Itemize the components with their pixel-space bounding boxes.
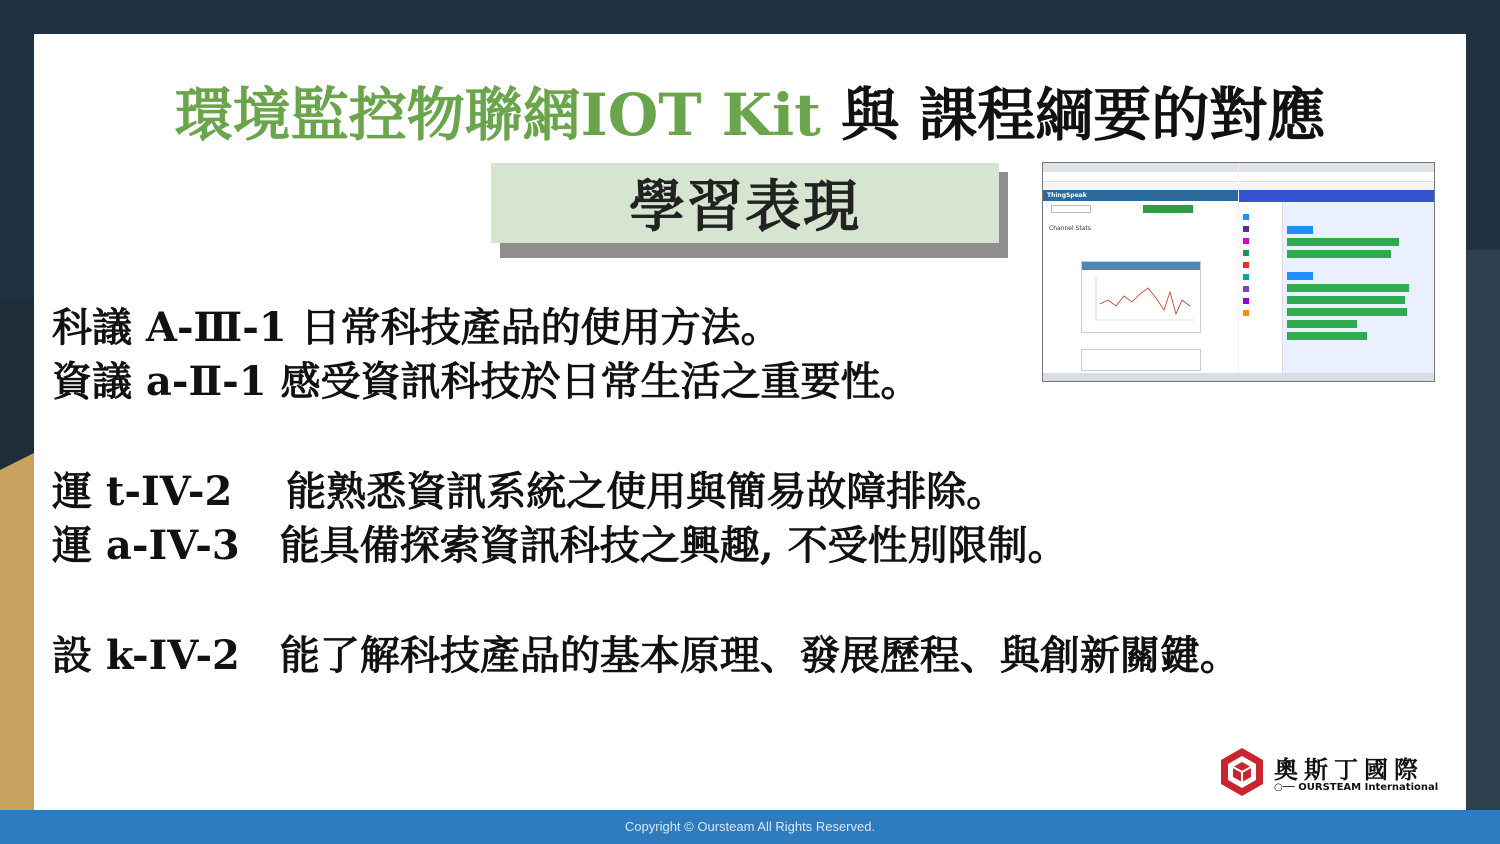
curriculum-line-2: 資議 a-Ⅱ-1 感受資訊科技於日常生活之重要性。 [52,358,921,405]
thingspeak-pane [1043,163,1238,373]
channel-stats-label: Channel Stats [1049,225,1091,232]
field-chart-box [1081,261,1201,333]
company-logo [1218,746,1439,798]
makecode-pane [1239,163,1435,373]
logo-hexagon-icon [1218,746,1266,798]
curriculum-line-4: 運 a-IV-3 能具備探索資訊科技之興趣, 不受性別限制。 [52,522,1068,569]
logo-chinese-name: 奧斯丁國際 [1274,756,1424,784]
thingspeak-header: ThingSpeak [1043,190,1238,201]
title-green-part: 環境監控物聯網IOT Kit [174,81,821,149]
section-banner: 學習表現 [491,163,999,243]
curriculum-line-5: 設 k-IV-2 能了解科技產品的基本原理、發展歷程、與創新關鍵。 [52,632,1240,679]
curriculum-line-3: 運 t-IV-2 能熟悉資訊系統之使用與簡易故障排除。 [52,468,1007,515]
screenshot-thumbnail [1042,162,1435,382]
title-black-part: 與 課程綱要的對應 [820,81,1326,149]
slide-title [0,68,1500,152]
footer-copyright: Copyright © Oursteam All Rights Reserved. [0,810,1500,844]
curriculum-line-1: 科議 A-Ⅲ-1 日常科技產品的使用方法。 [52,304,781,351]
logo-english-name: ○── OURSTEAM International [1274,782,1439,793]
